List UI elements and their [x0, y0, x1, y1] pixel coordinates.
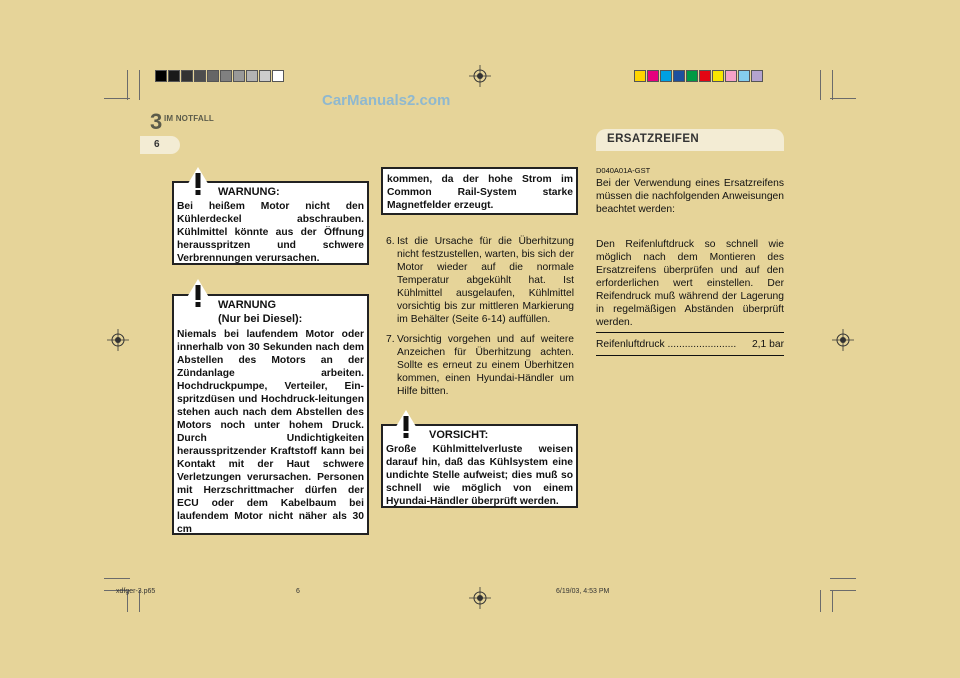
- color-swatch: [673, 70, 685, 82]
- warning-triangle-icon: [387, 409, 425, 441]
- crop-mark: [820, 590, 821, 612]
- section-title: ERSATZREIFEN: [607, 133, 700, 145]
- color-swatch: [660, 70, 672, 82]
- warning-title: WARNUNG:: [218, 186, 280, 198]
- color-swatch: [751, 70, 763, 82]
- warning-triangle-icon: [179, 278, 217, 310]
- warning-body: Bei heißem Motor nicht den Kühlerdeckel abschrauben. Kühlmittel könnte aus der Öffnung herausspritzen und schwere Verbrennungen verursachen.: [177, 201, 364, 264]
- step-text: Vorsichtig vorgehen und auf weitere Anzeichen für Überhitzung achten. Sollte es erneut zu einem Überhitzen kommen, einen Hyundai-Händler um Hilfe bitten.: [397, 334, 574, 397]
- warning-body: Niemals bei laufendem Motor oder innerhalb von 30 Sekunden nach dem Abstellen des Motors an der Zündanlage arbeiten. Hochdruckpumpe, Verteiler, Ein-spritzdüsen und Hochdruck-leitungen stehen auch nach dem Abstellen des Motors noch unter hohem Druck. Durch Undichtigkeiten herausspritzender Kraftstoff kann bei Kontakt mit der Haut schwere Verletzungen verursachen. Personen mit Herzschrittmacher dürfen der ECU oder dem Kabelbaum bei laufendem Motor nicht näher als 30 cm: [177, 329, 364, 535]
- warning-body: kommen, da der hohe Strom im Common Rail-System starke Magnetfelder erzeugt.: [387, 174, 573, 211]
- chapter-number: 3: [150, 109, 163, 134]
- gray-swatch: [259, 70, 271, 82]
- gray-swatch: [194, 70, 206, 82]
- color-swatch: [712, 70, 724, 82]
- footer-date: 6/19/03, 4:53 PM: [556, 588, 610, 595]
- crop-mark: [127, 70, 128, 100]
- footer-file: xdfger-3.p65: [116, 588, 156, 595]
- warning-triangle-icon: [179, 166, 217, 198]
- warning-title: WARNUNG: [218, 299, 277, 311]
- section-code: D040A01A-GST: [596, 166, 651, 175]
- page-number: 6: [154, 139, 160, 150]
- tire-pressure-label: Reifenluftdruck ........................: [596, 339, 737, 350]
- color-swatch: [634, 70, 646, 82]
- registration-mark-icon: [469, 587, 491, 609]
- step-number: 6.: [386, 236, 395, 247]
- warning-continued-box: [381, 167, 578, 215]
- footer-page: 6: [296, 588, 300, 595]
- gray-swatch: [181, 70, 193, 82]
- gray-swatch: [155, 70, 167, 82]
- gray-swatch: [220, 70, 232, 82]
- page-number-tab: [140, 136, 180, 154]
- crop-mark: [832, 70, 833, 100]
- color-swatch: [647, 70, 659, 82]
- color-swatch: [725, 70, 737, 82]
- gray-swatch: [168, 70, 180, 82]
- registration-mark-icon: [469, 65, 491, 87]
- list-item: [386, 235, 574, 326]
- list-item: [386, 333, 574, 398]
- crop-mark: [832, 590, 833, 612]
- watermark[interactable]: CarManuals2.com: [322, 92, 451, 109]
- warning-subtitle: (Nur bei Diesel):: [218, 313, 303, 325]
- divider: [596, 332, 784, 333]
- crop-mark: [104, 578, 130, 579]
- chapter-title: IM NOTFALL: [164, 114, 214, 123]
- color-swatch: [699, 70, 711, 82]
- crop-mark: [830, 578, 856, 579]
- crop-mark: [830, 98, 856, 99]
- tire-pressure-row: [596, 339, 784, 350]
- caution-body: Große Kühlmittelverluste weisen darauf hin, daß das Kühlsystem eine undichte Stelle aufweist; dies muß so schnell wie möglich von einem Hyundai-Händler überprüft werden.: [386, 444, 573, 507]
- divider: [596, 355, 784, 356]
- gray-swatch: [246, 70, 258, 82]
- color-swatch: [738, 70, 750, 82]
- crop-mark: [139, 70, 140, 100]
- crop-mark: [830, 590, 856, 591]
- caution-title: VORSICHT:: [429, 429, 489, 441]
- spare-tire-intro: Bei der Verwendung eines Ersatzreifens müssen die nachfolgenden Anweisungen beachtet werden:: [596, 178, 784, 215]
- color-swatch: [686, 70, 698, 82]
- step-number: 7.: [386, 334, 395, 345]
- crop-mark: [820, 70, 821, 100]
- gray-swatch: [207, 70, 219, 82]
- registration-mark-icon: [107, 329, 129, 351]
- warning-diesel-box: [172, 294, 369, 535]
- registration-mark-icon: [832, 329, 854, 351]
- tire-pressure-value: 2,1 bar: [751, 339, 784, 350]
- section-title-tab: [596, 129, 784, 151]
- spare-tire-instructions: Den Reifenluftdruck so schnell wie möglich nach dem Montieren des Ersatzreifens überprüfen und auf den erforderlichen wert einstellen. Der Reifendruck muß während der Lagerung in regelmäßigen Abständen überprüft werden.: [596, 239, 784, 328]
- step-text: Ist die Ursache für die Überhitzung nicht festzustellen, warten, bis sich der Motor wieder auf die normale Temperatur abgekühlt hat. Ist Kühlmittel ausgelaufen, Kühlmittel vorsichtig bis zur mittleren Markierung im Behälter (Seite 6-14) auffüllen.: [397, 236, 574, 325]
- gray-swatch: [272, 70, 284, 82]
- gray-swatch: [233, 70, 245, 82]
